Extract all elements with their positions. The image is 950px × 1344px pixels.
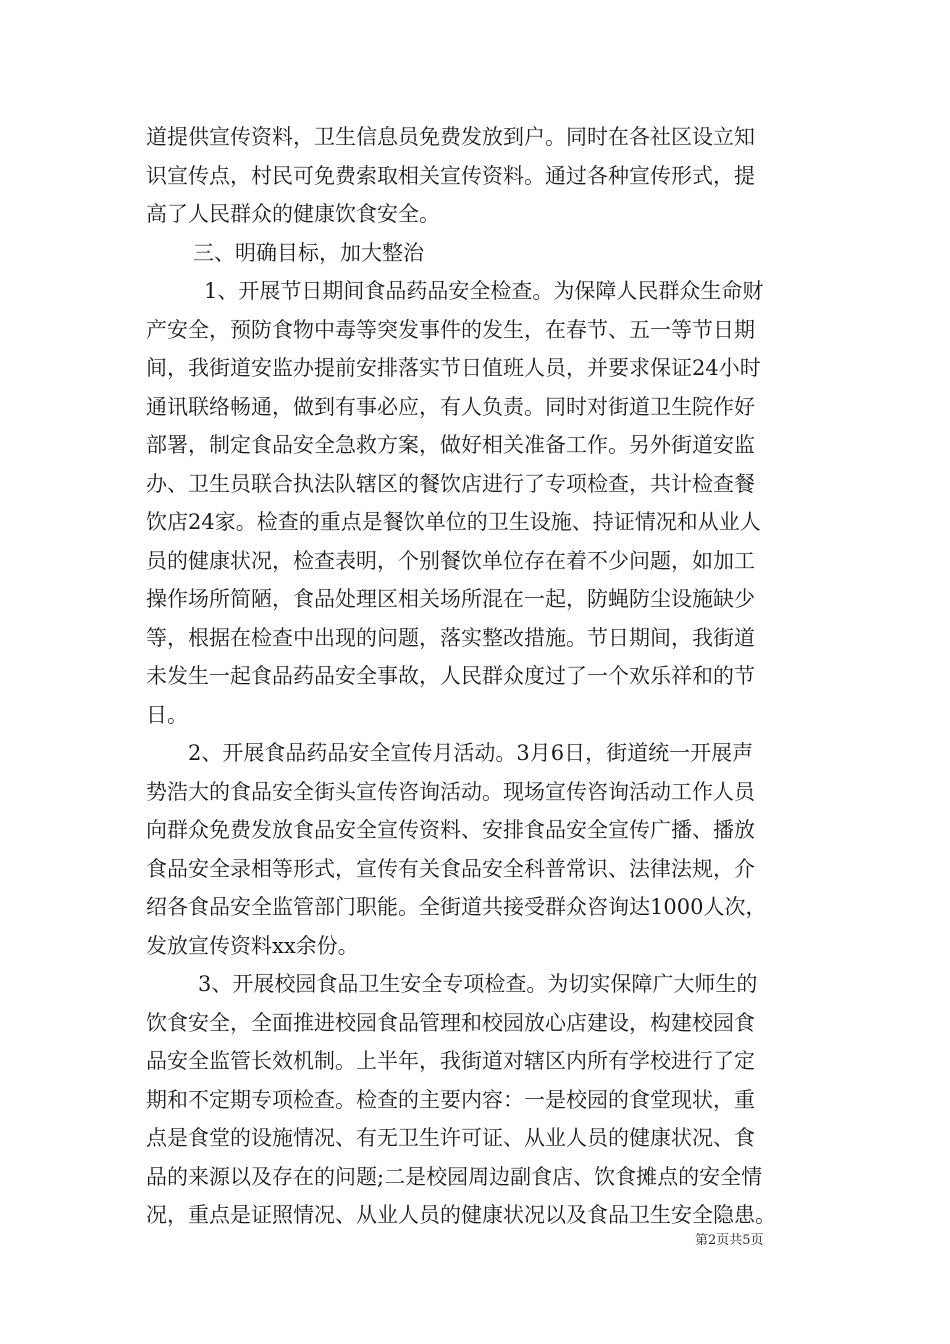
text-line: 识宣传点，村民可免费索取相关宣传资料。通过各种宣传形式，提: [146, 163, 755, 188]
text-line: 食品安全录相等形式，宣传有关食品安全科普常识、法律法规，介: [146, 856, 755, 881]
text-line: 通讯联络畅通，做到有事必应，有人负责。同时对街道卫生院作好: [146, 394, 755, 419]
text-line: 道提供宣传资料，卫生信息员免费发放到户。同时在各社区设立知: [146, 125, 755, 149]
text-line: 绍各食品安全监管部门职能。全街道共接受群众咨询达1000人次，: [146, 895, 767, 919]
paragraph-start-line: 2、开展食品药品安全宣传月活动。3月6日，街道统一开展声: [188, 741, 754, 765]
text-line: 未发生一起食品药品安全事故，人民群众度过了一个欢乐祥和的节: [146, 664, 755, 688]
text-line: 发放宣传资料xx余份。: [146, 933, 359, 958]
text-line: 等，根据在检查中出现的问题，落实整改措施。节日期间，我街道: [146, 625, 755, 650]
text-line: 饮店24家。检查的重点是餐饮单位的卫生设施、持证情况和从业人: [146, 510, 761, 534]
text-line: 向群众免费发放食品安全宣传资料、安排食品安全宣传广播、播放: [146, 818, 755, 842]
text-line: 点是食堂的设施情况、有无卫生许可证、从业人员的健康状况、食: [146, 1126, 755, 1150]
text-line: 员的健康状况，检查表明，个别餐饮单位存在着不少问题，如加工: [146, 548, 755, 573]
document-body: [146, 118, 806, 1235]
text-line: 高了人民群众的健康饮食安全。: [146, 202, 440, 226]
text-line: 品安全监管长效机制。上半年，我街道对辖区内所有学校进行了定: [146, 1049, 755, 1073]
text-line: 况，重点是证照情况、从业人员的健康状况以及食品卫生安全隐患。: [146, 1203, 776, 1227]
text-line: 办、卫生员联合执法队辖区的餐饮店进行了专项检查，共计检查餐: [146, 471, 755, 496]
text-line: 部署，制定食品安全急救方案，做好相关准备工作。另外街道安监: [146, 433, 755, 457]
paragraph-start-line: 3、开展校园食品卫生安全专项检查。为切实保障广大师生的: [198, 972, 758, 996]
text-line: 间，我街道安监办提前安排落实节日值班人员，并要求保证24小时: [146, 356, 761, 380]
text-line: 期和不定期专项检查。检查的主要内容：一是校园的食堂现状，重: [146, 1087, 755, 1112]
text-line: 饮食安全，全面推进校园食品管理和校园放心店建设，构建校园食: [146, 1010, 755, 1035]
text-line: 操作场所简陋，食品处理区相关场所混在一起，防蝇防尘设施缺少: [146, 587, 755, 611]
paragraph-start-line: 1、开展节日期间食品药品安全检查。为保障人民群众生命财: [204, 279, 764, 303]
text-line: 势浩大的食品安全街头宣传咨询活动。现场宣传咨询活动工作人员: [146, 779, 755, 804]
section-heading: 三、明确目标，加大整治: [193, 240, 424, 265]
page-number: 第2页共5页: [695, 1233, 764, 1248]
text-line: 产安全，预防食物中毒等突发事件的发生，在春节、五一等节日期: [146, 317, 755, 342]
text-line: 品的来源以及存在的问题;二是校园周边副食店、饮食摊点的安全情: [146, 1164, 763, 1189]
text-line: 日。: [146, 702, 188, 727]
